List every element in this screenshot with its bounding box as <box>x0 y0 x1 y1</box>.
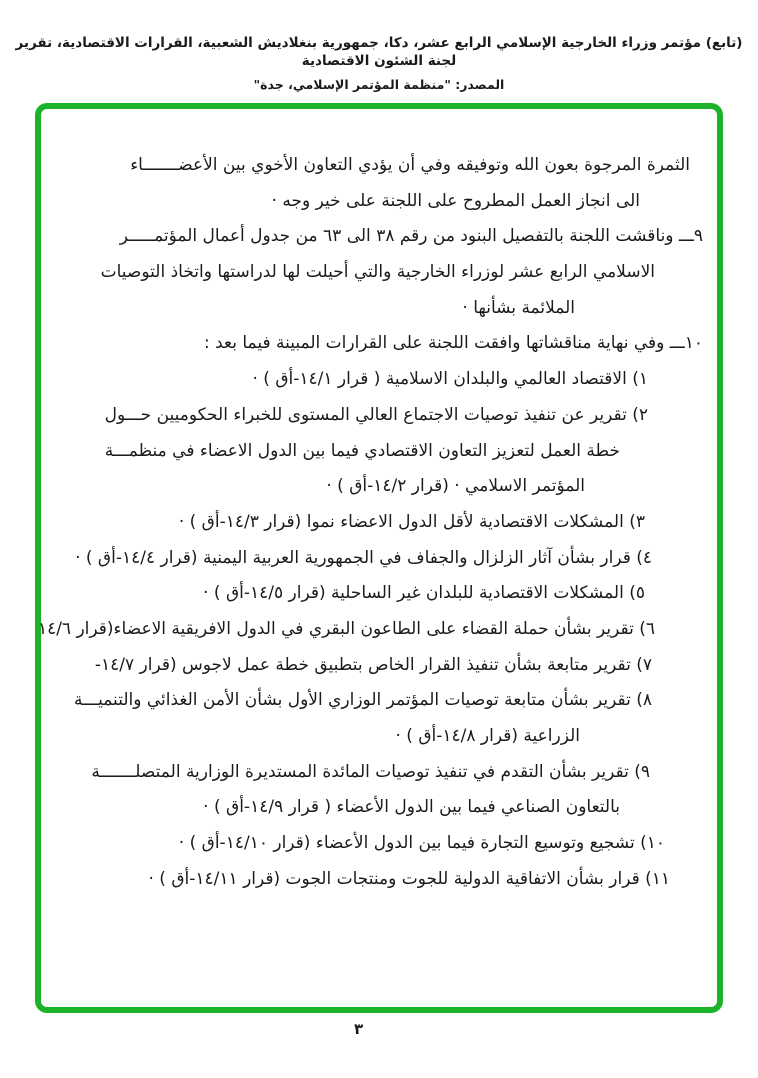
body-line-18: ٩) تقرير بشأن التقدم في تنفيذ توصيات المائدة المستديرة الوزارية المتصلـــــــة <box>91 761 650 782</box>
body-line-7: ١) الاقتصاد العالمي والبلدان الاسلامية ( قرار ١٤/١-أق ) · <box>252 369 648 390</box>
body-line-17: الزراعية (قرار ١٤/٨-أق ) · <box>395 726 580 746</box>
body-line-8: ٢) تقرير عن تنفيذ توصيات الاجتماع العالي المستوى للخبراء الحكوميين حـــول <box>104 404 648 425</box>
document-body <box>37 109 717 1007</box>
header-source: المصدر: "منظمة المؤتمر الإسلامي، جدة" <box>253 77 505 93</box>
body-line-15: ٧) تقرير متابعة بشأن تنفيذ القرار الخاص بتطبيق خطة عمل لاجوس (قرار ١٤/٧- <box>94 654 652 675</box>
body-line-12: ٤) قرار بشأن آثار الزلزال والجفاف في الجمهورية العربية اليمنية (قرار ١٤/٤-أق ) · <box>75 547 652 568</box>
body-line-9: خطة العمل لتعزيز التعاون الاقتصادي فيما بين الدول الاعضاء في منظمـــة <box>104 440 620 461</box>
body-line-19: بالتعاون الصناعي فيما بين الدول الأعضاء ( قرار ١٤/٩-أق ) · <box>203 797 620 818</box>
body-line-6: ١٠ـــ وفي نهاية مناقشاتها وافقت اللجنة على القرارات المبينة فيما بعد : <box>203 333 703 354</box>
body-line-16: ٨) تقرير بشأن متابعة توصيات المؤتمر الوزاري الأول بشأن الأمن الغذائي والتنميـــة <box>74 690 652 711</box>
body-line-13: ٥) المشكلات الاقتصادية للبلدان غير الساحلية (قرار ١٤/٥-أق ) · <box>203 583 645 604</box>
body-line-4: الاسلامي الرابع عشر لوزراء الخارجية والتي أحيلت لها لدراستها واتخاذ التوصيات <box>100 262 655 283</box>
body-line-14: ٦) تقرير بشأن حملة القضاء على الطاعون البقري في الدول الافريقية الاعضاء(قرار ١٤/٦ <box>37 618 655 639</box>
body-line-11: ٣) المشكلات الاقتصادية لأقل الدول الاعضاء نموا (قرار ١٤/٣-أق ) · <box>178 511 645 532</box>
body-line-5: الملائمة بشأنها · <box>462 297 575 318</box>
body-line-21: ١١) قرار بشأن الاتفاقية الدولية للجوت ومنتجات الجوت (قرار ١٤/١١-أق ) · <box>148 868 670 889</box>
body-line-20: ١٠) تشجيع وتوسيع التجارة فيما بين الدول الأعضاء (قرار ١٤/١٠-أق ) · <box>178 833 665 854</box>
header-title: (تابع) مؤتمر وزراء الخارجية الإسلامي الرابع عشر، دكا، جمهورية بنغلاديش الشعبية، القرارات الاقتصادية، تقرير لجنة الشئون الاقتصادية <box>15 35 743 70</box>
body-line-3: ٩ـــ وناقشت اللجنة بالتفصيل البنود من رقم ٣٨ الى ٦٣ من جدول أعمال المؤتمـــــر <box>119 226 703 247</box>
document-header <box>0 34 758 92</box>
page-number: ٣ <box>354 1020 364 1038</box>
body-line-1: الثمرة المرجوة بعون الله وتوفيقه وفي أن يؤدي التعاون الأخوي بين الأعضـــــــاء <box>130 155 690 175</box>
body-line-2: الى انجاز العمل المطروح على اللجنة على خير وجه · <box>271 190 640 211</box>
body-line-10: المؤتمر الاسلامي · (قرار ١٤/٢-أق ) · <box>326 476 585 497</box>
